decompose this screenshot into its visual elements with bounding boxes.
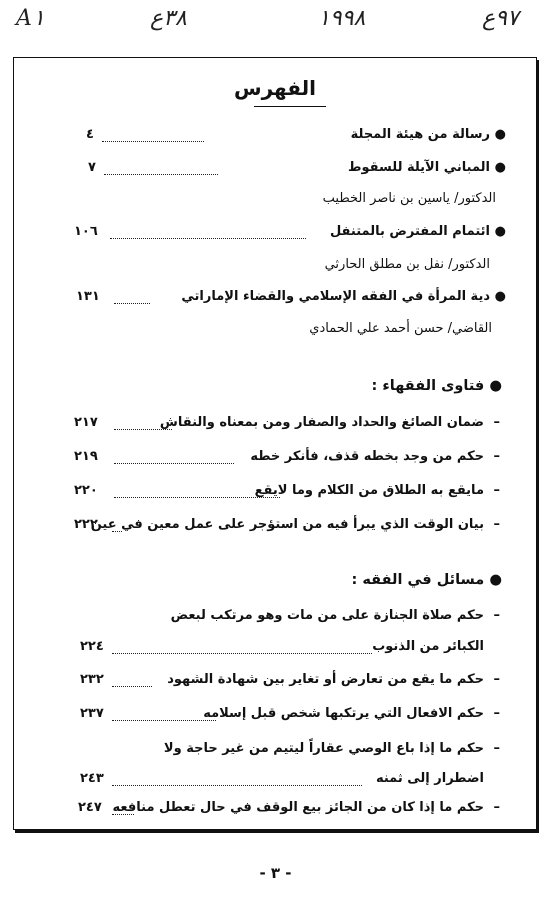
section-heading-fatawa xyxy=(372,378,503,394)
handwritten-year: ١٩٩٨ xyxy=(318,6,366,31)
page-title: الفهرس xyxy=(233,76,316,100)
section-heading-masail xyxy=(352,572,502,588)
entry-title: رسالة من هيئة المجلة xyxy=(350,127,490,142)
toc-entry[interactable] xyxy=(14,160,536,180)
entry-title: حكم ما يقع من تعارض أو تغاير بين شهادة الشهود xyxy=(167,672,484,687)
entry-title: حكم الافعال التي يرتكبها شخص قبل إسلامه xyxy=(203,706,484,721)
entry-title-continued: اضطرار إلى ثمنه xyxy=(375,771,484,786)
toc-entry-continuation[interactable] xyxy=(14,639,536,659)
toc-entry[interactable] xyxy=(14,706,536,726)
bullet-icon: ● xyxy=(489,378,502,394)
handwritten-code-right: ٩٧ع xyxy=(482,6,519,31)
leader-dots xyxy=(104,174,218,175)
toc-entry[interactable] xyxy=(14,741,536,761)
entry-author: الدكتور/ نفل بن مطلق الحارثي xyxy=(324,257,490,272)
handwritten-code-left: A١ xyxy=(16,6,45,31)
toc-entry[interactable] xyxy=(14,483,536,503)
page-number: - ٣ - xyxy=(259,864,292,882)
entry-page: ٢٤٣ xyxy=(80,771,104,786)
entry-page: ١٣١ xyxy=(76,289,100,304)
entry-title: ائتمام المفترض بالمتنفل xyxy=(329,224,490,239)
leader-dots xyxy=(112,814,134,815)
entry-title: بيان الوقت الذي يبرأ فيه من استؤجر على عمل معين في عين xyxy=(90,517,484,532)
handwritten-code-volume: ٣٨ع xyxy=(150,6,187,31)
dash-icon: – xyxy=(493,483,500,498)
entry-page: ٢٢٠ xyxy=(74,483,98,498)
dash-icon: – xyxy=(493,741,500,756)
entry-page: ٢١٩ xyxy=(74,449,98,464)
bullet-icon: ● xyxy=(494,224,506,239)
dash-icon: – xyxy=(493,608,500,623)
bullet-icon: ● xyxy=(494,127,506,142)
entry-page: ٢٢٤ xyxy=(80,639,104,654)
leader-dots xyxy=(114,303,150,304)
entry-author: القاضي/ حسن أحمد علي الحمادي xyxy=(309,321,492,336)
toc-entry[interactable] xyxy=(14,224,536,244)
entry-title: حكم ما إذا كان من الجائز بيع الوقف في حال تعطل منافعه xyxy=(112,800,484,815)
entry-title: حكم ما إذا باع الوصي عقاراً ليتيم من غير حاجة ولا xyxy=(163,741,484,756)
bullet-icon: ● xyxy=(489,572,502,588)
toc-entry[interactable] xyxy=(14,289,536,309)
entry-page: ٢٣٧ xyxy=(80,706,104,721)
entry-page: ٧ xyxy=(88,160,96,175)
entry-title: مايقع به الطلاق من الكلام وما لايقع xyxy=(254,483,484,498)
leader-dots xyxy=(102,141,204,142)
entry-title: حكم من وجد بخطه قذف، فأنكر خطه xyxy=(250,449,484,464)
section-title: مسائل في الفقه : xyxy=(351,572,485,588)
toc-entry[interactable] xyxy=(14,800,536,820)
contents-frame xyxy=(13,57,537,830)
section-title: فتاوى الفقهاء : xyxy=(371,378,485,394)
title-underline xyxy=(254,106,326,107)
leader-dots xyxy=(112,653,372,654)
toc-entry[interactable] xyxy=(14,672,536,692)
leader-dots xyxy=(114,497,280,498)
toc-entry[interactable] xyxy=(14,517,536,537)
dash-icon: – xyxy=(493,672,500,687)
entry-title: دية المرأة في الفقه الإسلامي والقضاء الإماراتي xyxy=(181,289,490,304)
toc-entry-continuation[interactable] xyxy=(14,771,536,791)
leader-dots xyxy=(112,531,122,532)
dash-icon: – xyxy=(493,449,500,464)
leader-dots xyxy=(112,686,152,687)
entry-title-continued: الكبائر من الذنوب xyxy=(372,639,484,654)
leader-dots xyxy=(112,720,216,721)
leader-dots xyxy=(114,429,172,430)
entry-title: المباني الآيلة للسقوط xyxy=(348,160,490,175)
entry-author: الدكتور/ ياسين بن ناصر الخطيب xyxy=(322,191,496,206)
entry-page: ٤ xyxy=(86,127,94,142)
entry-title: حكم صلاة الجنازة على من مات وهو مرتكب لبعض xyxy=(170,608,484,623)
dash-icon: – xyxy=(493,517,500,532)
entry-page: ٢٢٢ xyxy=(74,517,98,532)
leader-dots xyxy=(112,785,362,786)
dash-icon: – xyxy=(493,706,500,721)
toc-entry[interactable] xyxy=(14,608,536,628)
entry-page: ٢٣٢ xyxy=(80,672,104,687)
bullet-icon: ● xyxy=(494,160,506,175)
toc-entry[interactable] xyxy=(14,127,536,147)
entry-page: ١٠٦ xyxy=(74,224,98,239)
toc-entry[interactable] xyxy=(14,449,536,469)
leader-dots xyxy=(114,463,234,464)
entry-page: ٢١٧ xyxy=(74,415,98,430)
dash-icon: – xyxy=(493,415,500,430)
toc-entry[interactable] xyxy=(14,415,536,435)
entry-page: ٢٤٧ xyxy=(78,800,102,815)
dash-icon: – xyxy=(493,800,500,815)
leader-dots xyxy=(110,238,306,239)
entry-title: ضمان الصائغ والحداد والصفار ومن بمعناه والنقاش xyxy=(159,415,484,430)
bullet-icon: ● xyxy=(494,289,506,304)
